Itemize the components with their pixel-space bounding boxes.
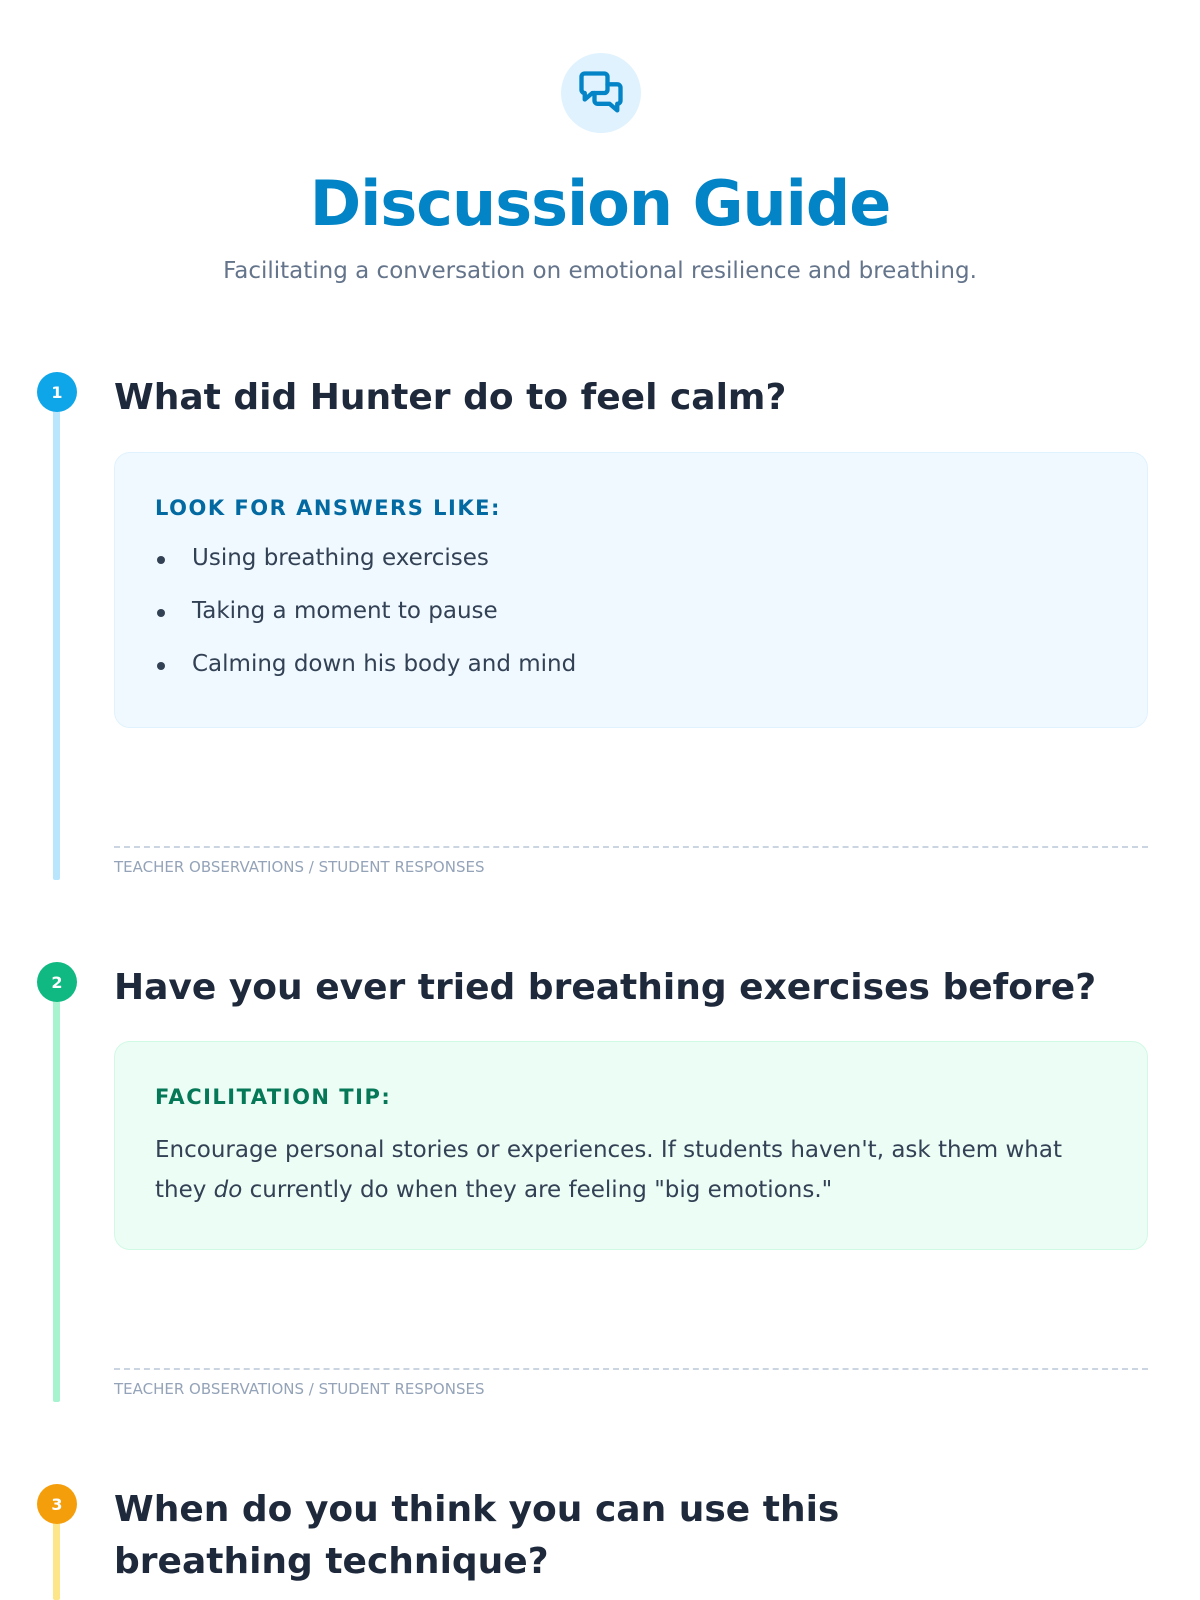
page-subtitle: Facilitating a conversation on emotional resilience and breathing. bbox=[223, 258, 977, 284]
bullet-icon bbox=[157, 662, 165, 670]
chat-bubbles-icon bbox=[561, 53, 641, 133]
tip-text: Encourage personal stories or experiences. If students haven't, ask them what they do currently do when they are feeling "big emotions." bbox=[155, 1137, 1062, 1203]
notes-writing-line[interactable] bbox=[114, 1368, 1148, 1370]
list-item: Using breathing exercises bbox=[155, 541, 1107, 575]
notes-writing-line[interactable] bbox=[114, 846, 1148, 848]
list-item: Calming down his body and mind bbox=[155, 647, 1107, 681]
bullet-icon bbox=[157, 556, 165, 564]
notes-label: TEACHER OBSERVATIONS / STUDENT RESPONSES bbox=[114, 858, 485, 876]
step-number-badge: 1 bbox=[37, 372, 77, 412]
notes-label: TEACHER OBSERVATIONS / STUDENT RESPONSES bbox=[114, 1380, 485, 1398]
facilitation-tip-card bbox=[114, 1041, 1148, 1250]
question-heading: When do you think you can use this breathing technique? bbox=[114, 1489, 840, 1582]
list-item: Taking a moment to pause bbox=[155, 594, 1107, 628]
timeline-line bbox=[53, 392, 60, 880]
card-label: FACILITATION TIP: bbox=[155, 1085, 392, 1109]
step-number-badge: 2 bbox=[37, 962, 77, 1002]
answer-hints-card bbox=[114, 452, 1148, 728]
page-title: Discussion Guide bbox=[309, 167, 891, 240]
bullet-icon bbox=[157, 609, 165, 617]
question-heading: Have you ever tried breathing exercises before? bbox=[114, 967, 1097, 1008]
question-heading: What did Hunter do to feel calm? bbox=[114, 377, 787, 418]
timeline-line bbox=[53, 982, 60, 1402]
answer-list bbox=[155, 541, 1107, 681]
card-label: LOOK FOR ANSWERS LIKE: bbox=[155, 496, 501, 520]
step-number-badge: 3 bbox=[37, 1484, 77, 1524]
